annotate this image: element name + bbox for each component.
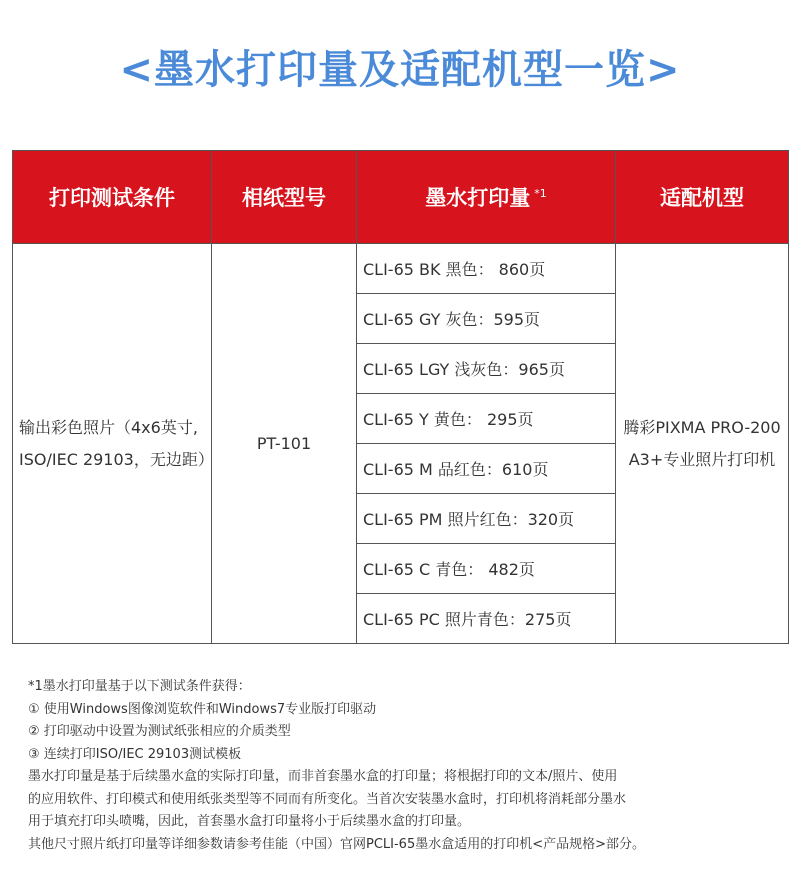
- footnote-mark: *1: [534, 187, 547, 200]
- test-condition-cell: [13, 244, 212, 644]
- ink-yield-bk: CLI-65 BK 黑色： 860页: [357, 244, 616, 294]
- table-header-row: [13, 151, 789, 244]
- footnote-heading: *1墨水打印量基于以下测试条件获得：: [28, 679, 251, 694]
- header-ink-yield: [357, 151, 616, 244]
- printer-description: A3+专业照片打印机: [628, 449, 776, 469]
- footnote-paragraph-line-3: 用于填充打印头喷嘴，因此，首套墨水盒打印量将小于后续墨水盒的打印量。: [28, 814, 471, 829]
- header-compatible-model: 适配机型: [616, 151, 789, 244]
- paper-model-cell: PT-101: [212, 244, 357, 644]
- ink-yield-table: [12, 150, 789, 644]
- page-title: <墨水打印量及适配机型一览>: [119, 47, 681, 93]
- footnote-condition-1: ① 使用Windows图像浏览软件和Windows7专业版打印驱动: [28, 701, 377, 717]
- test-condition-line-2: ISO/IEC 29103，无边距）: [19, 449, 214, 469]
- footnotes: [28, 676, 778, 856]
- table-row: [13, 244, 789, 294]
- test-condition-line-1: 输出彩色照片（4x6英寸,: [19, 417, 198, 437]
- footnote-condition-2: ② 打印驱动中设置为测试纸张相应的介质类型: [28, 724, 291, 739]
- header-paper-model: 相纸型号: [212, 151, 357, 244]
- ink-yield-pm: CLI-65 PM 照片红色：320页: [357, 494, 616, 544]
- ink-yield-pc: CLI-65 PC 照片青色：275页: [357, 594, 616, 644]
- footnote-reference: 其他尺寸照片纸打印量等详细参数请参考佳能（中国）官网PCLI-65墨水盒适用的打印机<产品规格>部分。: [28, 836, 646, 852]
- ink-yield-m: CLI-65 M 品红色：610页: [357, 444, 616, 494]
- header-test-condition: 打印测试条件: [13, 151, 212, 244]
- printer-name: 腾彩PIXMA PRO-200: [623, 417, 781, 437]
- footnote-condition-3: ③ 连续打印ISO/IEC 29103测试模板: [28, 746, 242, 762]
- ink-yield-c: CLI-65 C 青色： 482页: [357, 544, 616, 594]
- ink-yield-y: CLI-65 Y 黄色： 295页: [357, 394, 616, 444]
- footnote-paragraph-line-2: 的应用软件、打印模式和使用纸张类型等不同而有所变化。当首次安装墨水盒时，打印机将消耗部分墨水: [28, 791, 627, 807]
- ink-yield-gy: CLI-65 GY 灰色：595页: [357, 294, 616, 344]
- ink-yield-lgy: CLI-65 LGY 浅灰色：965页: [357, 344, 616, 394]
- compatible-model-cell: [616, 244, 789, 644]
- header-ink-yield-label: 墨水打印量: [425, 186, 531, 210]
- footnote-paragraph-line-1: 墨水打印量是基于后续墨水盒的实际打印量，而非首套墨水盒的打印量；将根据打印的文本/照片、使用: [28, 769, 618, 784]
